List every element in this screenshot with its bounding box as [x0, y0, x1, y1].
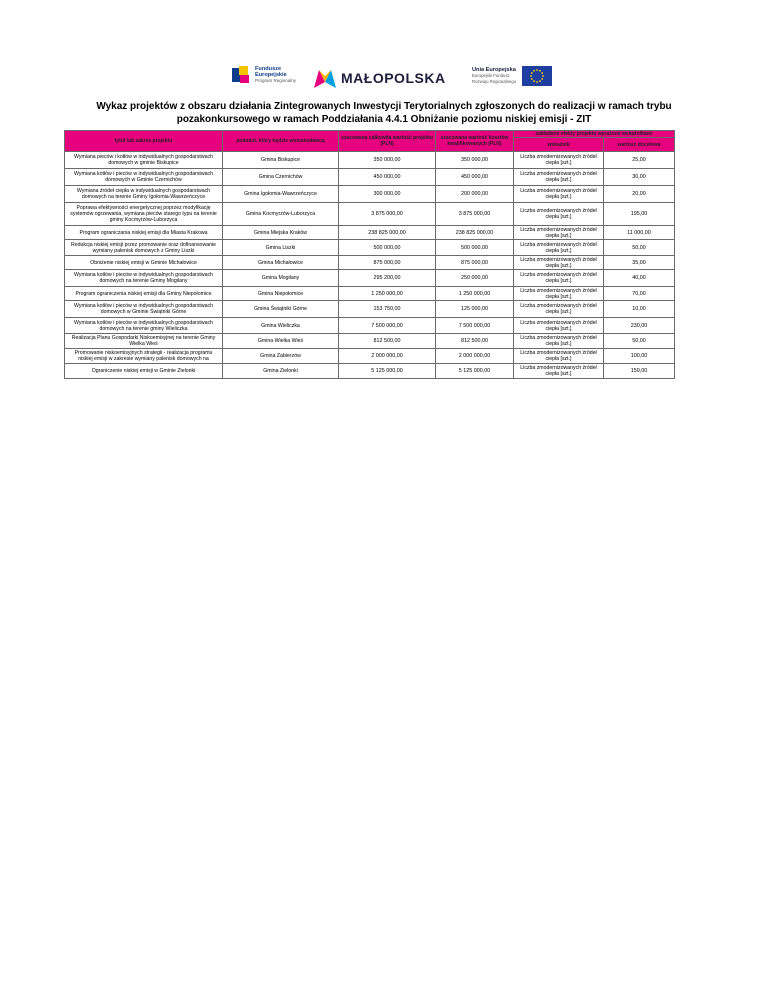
- cell-target-value: 30,00: [604, 169, 675, 186]
- cell-target-value: 70,00: [604, 287, 675, 301]
- cell-entity: Gmina Wielka Wieś: [223, 334, 339, 349]
- cell-indicator: Liczba zmodernizowanych źródeł ciepła [szt.]: [514, 240, 604, 256]
- malopolska-logo: [314, 68, 446, 88]
- header-entity: podmiot, który będzie wnioskodawcą: [223, 131, 339, 152]
- fe-logo-line1: Fundusze: [255, 66, 282, 72]
- cell-eligible-costs: 875 000,00: [436, 256, 514, 270]
- cell-entity: Gmina Zielonki: [223, 364, 339, 379]
- table-row: [65, 169, 675, 186]
- cell-project-title: Promowanie niskoemisyjnych strategii - realizacja programu niskiej emisji w zakresie wymiany palenisk domowych na: [65, 349, 223, 364]
- cell-target-value: 20,00: [604, 186, 675, 203]
- cell-indicator: Liczba zmodernizowanych źródeł ciepła [szt.]: [514, 334, 604, 349]
- cell-total-value: 3 875 000,00: [339, 203, 436, 226]
- cell-target-value: 35,00: [604, 256, 675, 270]
- cell-target-value: 25,00: [604, 152, 675, 169]
- cell-total-value: 7 500 000,00: [339, 318, 436, 334]
- table-row: [65, 287, 675, 301]
- table-row: [65, 349, 675, 364]
- table-row: [65, 152, 675, 169]
- ue-logo-line3: Rozwoju Regionalnego: [472, 79, 517, 84]
- cell-entity: Gmina Miejska Kraków: [223, 226, 339, 240]
- cell-eligible-costs: 2 000 000,00: [436, 349, 514, 364]
- table-row: [65, 226, 675, 240]
- malopolska-logo-text: MAŁOPOLSKA: [341, 70, 446, 86]
- table-row: [65, 318, 675, 334]
- cell-project-title: Ograniczenie niskiej emisji w Gminie Zielonki: [65, 364, 223, 379]
- fe-logo-line3: Program Regionalny: [255, 78, 297, 83]
- ue-logo-line2: Europejski Fundusz: [472, 73, 510, 78]
- table-row: [65, 240, 675, 256]
- cell-target-value: 230,00: [604, 318, 675, 334]
- header-eligible-costs: szacowana wartość kosztów kwalifikowanych (PLN): [436, 131, 514, 152]
- cell-project-title: Redukcja niskiej emisji przez promowanie oraz dofinansowanie wymiany palenisk domowych z Gminy Liszki: [65, 240, 223, 256]
- cell-project-title: Realizacja Planu Gospodarki Niskoemisyjnej na terenie Gminy Wielka Wieś: [65, 334, 223, 349]
- cell-total-value: 5 125 000,00: [339, 364, 436, 379]
- cell-eligible-costs: 812 500,00: [436, 334, 514, 349]
- cell-target-value: 10,00: [604, 301, 675, 318]
- header-title: tytuł lub zakres projektu: [65, 131, 223, 152]
- cell-total-value: 812 500,00: [339, 334, 436, 349]
- cell-eligible-costs: 3 875 000,00: [436, 203, 514, 226]
- cell-entity: Gmina Czernichów: [223, 169, 339, 186]
- cell-total-value: 875 000,00: [339, 256, 436, 270]
- cell-entity: Gmina Michałowice: [223, 256, 339, 270]
- cell-project-title: Program ograniczania niskiej emisji dla Miasta Krakowa: [65, 226, 223, 240]
- ue-logo-line1: Unia Europejska: [472, 67, 516, 73]
- cell-entity: Gmina Liszki: [223, 240, 339, 256]
- cell-indicator: Liczba zmodernizowanych źródeł ciepła [szt.]: [514, 270, 604, 287]
- table-row: [65, 203, 675, 226]
- table-row: [65, 301, 675, 318]
- table-row: [65, 364, 675, 379]
- cell-indicator: Liczba zmodernizowanych źródeł ciepła [szt.]: [514, 186, 604, 203]
- table-row: [65, 270, 675, 287]
- cell-project-title: Obniżenie niskiej emisji w Gminie Michałowice: [65, 256, 223, 270]
- cell-target-value: 50,00: [604, 240, 675, 256]
- cell-indicator: Liczba zmodernizowanych źródeł ciepła [szt.]: [514, 301, 604, 318]
- header-effects: zakładane efekty projektu wyrażone wskaźnikami: [514, 131, 675, 138]
- cell-indicator: Liczba zmodernizowanych źródeł ciepła [szt.]: [514, 203, 604, 226]
- cell-target-value: 11 000,00: [604, 226, 675, 240]
- fe-star-icon: [232, 66, 252, 84]
- header-target-value: wartość docelowa: [604, 138, 675, 152]
- projects-table: [64, 130, 675, 379]
- cell-indicator: Liczba zmodernizowanych źródeł ciepła [szt.]: [514, 169, 604, 186]
- cell-eligible-costs: 500 000,00: [436, 240, 514, 256]
- cell-total-value: 500 000,00: [339, 240, 436, 256]
- cell-target-value: 150,00: [604, 364, 675, 379]
- cell-target-value: 40,00: [604, 270, 675, 287]
- cell-entity: Gmina Zabierzów: [223, 349, 339, 364]
- logo-bar: [0, 66, 768, 92]
- cell-indicator: Liczba zmodernizowanych źródeł ciepła [szt.]: [514, 349, 604, 364]
- fundusze-europejskie-logo: [232, 66, 296, 84]
- cell-eligible-costs: 450 000,00: [436, 169, 514, 186]
- eu-flag-icon: [522, 66, 552, 86]
- cell-target-value: 195,00: [604, 203, 675, 226]
- cell-project-title: Wymiana kotłów i pieców w indywidualnych gospodarstwach domowych na terenie Gminy Mogilany: [65, 270, 223, 287]
- cell-total-value: 300 000,00: [339, 186, 436, 203]
- cell-target-value: 50,00: [604, 334, 675, 349]
- cell-project-title: Poprawa efektywności energetycznej poprzez modyfikację systemów ogrzewania, wymiana pieców starego typu na terenie gminy Kocmyrzów-Luborzyca: [65, 203, 223, 226]
- cell-indicator: Liczba zmodernizowanych źródeł ciepła [szt.]: [514, 318, 604, 334]
- cell-total-value: 2 000 000,00: [339, 349, 436, 364]
- cell-entity: Gmina Niepołomice: [223, 287, 339, 301]
- cell-eligible-costs: 7 500 000,00: [436, 318, 514, 334]
- cell-total-value: 1 250 000,00: [339, 287, 436, 301]
- cell-eligible-costs: 350 000,00: [436, 152, 514, 169]
- cell-eligible-costs: 200 000,00: [436, 186, 514, 203]
- cell-total-value: 238 825 000,00: [339, 226, 436, 240]
- cell-total-value: 153 750,00: [339, 301, 436, 318]
- cell-total-value: 450 000,00: [339, 169, 436, 186]
- cell-total-value: 295 200,00: [339, 270, 436, 287]
- cell-eligible-costs: 1 250 000,00: [436, 287, 514, 301]
- title-line2: pozakonkursowego w ramach Poddziałania 4.4.1 Obniżanie poziomu niskiej emisji - ZIT: [176, 114, 592, 125]
- table-row: [65, 256, 675, 270]
- cell-project-title: Wymiana kotłów i pieców w indywidualnych gospodarstwach domowych na terenie gminy Wieliczka: [65, 318, 223, 334]
- cell-entity: Gmina Świątniki Górne: [223, 301, 339, 318]
- unia-europejska-logo: [472, 66, 552, 86]
- header-total-value: szacowana całkowita wartość projektu (PLN): [339, 131, 436, 152]
- header-indicator: wskaźnik: [514, 138, 604, 152]
- cell-project-title: Wymiana kotłów i pieców w indywidualnych gospodarstwach domowych w Gminie Czernichów: [65, 169, 223, 186]
- table-row: [65, 186, 675, 203]
- cell-eligible-costs: 238 825 000,00: [436, 226, 514, 240]
- cell-entity: Gmina Wieliczka: [223, 318, 339, 334]
- cell-indicator: Liczba zmodernizowanych źródeł ciepła [szt.]: [514, 287, 604, 301]
- cell-project-title: Program ograniczenia niskiej emisji dla Gminy Niepołomice: [65, 287, 223, 301]
- cell-entity: Gmina Mogilany: [223, 270, 339, 287]
- document-title: [70, 100, 698, 126]
- cell-target-value: 100,00: [604, 349, 675, 364]
- cell-project-title: Wymiana pieców i kotłów w indywidualnych gospodarstwach domowych w gminie Biskupice: [65, 152, 223, 169]
- cell-indicator: Liczba zmodernizowanych źródeł ciepła [szt.]: [514, 364, 604, 379]
- cell-project-title: Wymiana źródeł ciepła w indywidualnych gospodarstwach domowych na terenie Gminy Igołomia-Wawrzeńczyce: [65, 186, 223, 203]
- table-row: [65, 334, 675, 349]
- table-body: [65, 152, 675, 379]
- cell-indicator: Liczba zmodernizowanych źródeł ciepła [szt.]: [514, 226, 604, 240]
- malopolska-m-icon: [314, 68, 336, 88]
- cell-entity: Gmina Biskupice: [223, 152, 339, 169]
- cell-indicator: Liczba zmodernizowanych źródeł ciepła [szt.]: [514, 256, 604, 270]
- cell-eligible-costs: 125 000,00: [436, 301, 514, 318]
- cell-entity: Gmina Igołomia-Wawrzeńczyce: [223, 186, 339, 203]
- title-line1: Wykaz projektów z obszaru działania Zintegrowanych Inwestycji Terytorialnych zgłoszonych do realizacji w ramach trybu: [96, 101, 672, 112]
- cell-eligible-costs: 250 000,00: [436, 270, 514, 287]
- cell-total-value: 350 000,00: [339, 152, 436, 169]
- cell-indicator: Liczba zmodernizowanych źródeł ciepła [szt.]: [514, 152, 604, 169]
- cell-project-title: Wymiana kotłów i pieców w indywidualnych gospodarstwach domowych w Gminie Świątniki Górne: [65, 301, 223, 318]
- fe-logo-line2: Europejskie: [255, 72, 287, 78]
- cell-eligible-costs: 5 125 000,00: [436, 364, 514, 379]
- cell-entity: Gmina Kocmyrzów-Luborzyca: [223, 203, 339, 226]
